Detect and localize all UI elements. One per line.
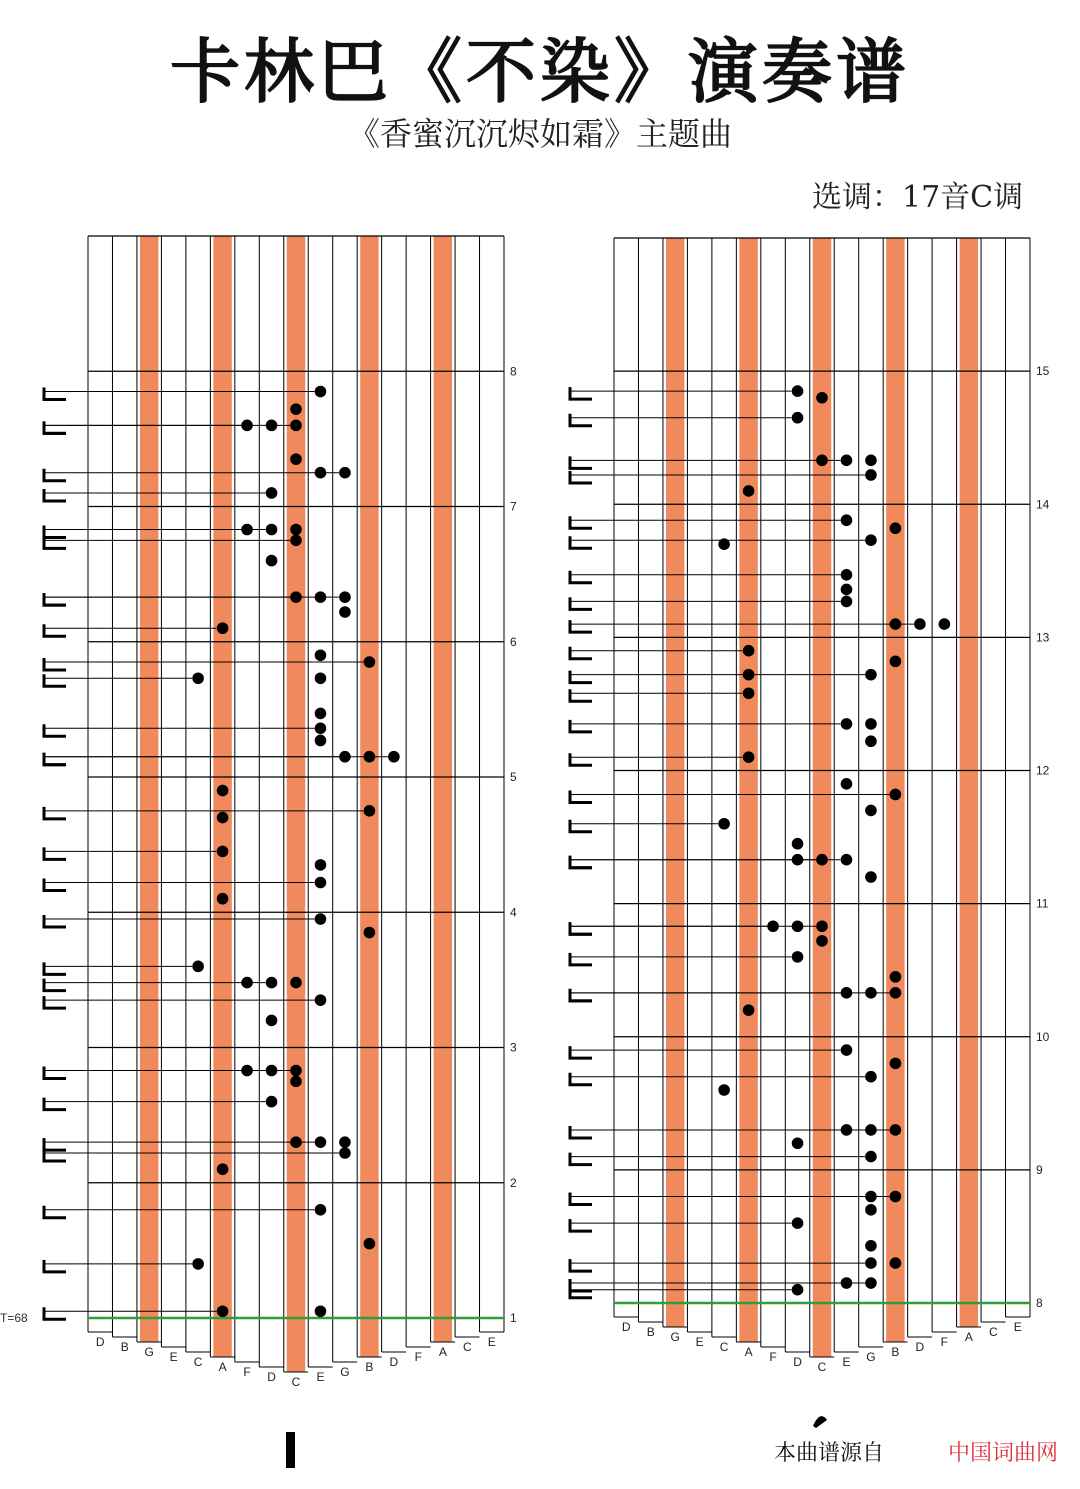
rhythm-flag: [44, 979, 66, 991]
note-dot: [364, 656, 376, 668]
rhythm-flag: [570, 1126, 592, 1138]
note-dot: [315, 735, 327, 747]
rhythm-flag: [570, 856, 592, 868]
note-dot: [890, 971, 902, 983]
measure-number: 6: [510, 634, 517, 649]
rhythm-flag: [570, 620, 592, 632]
note-dot: [792, 1137, 804, 1149]
note-dot: [266, 1015, 278, 1027]
rhythm-flag: [44, 624, 66, 636]
highlight-tine-G: [140, 236, 158, 1342]
rhythm-flag: [44, 593, 66, 605]
key-label: B: [120, 1340, 129, 1354]
note-dot: [865, 1151, 877, 1163]
key-signature: 选调：17音C调: [812, 180, 1024, 215]
note-dot: [865, 1191, 877, 1203]
note-dot: [743, 645, 755, 657]
rhythm-flag: [44, 469, 66, 481]
measure-number: 12: [1036, 763, 1050, 778]
rhythm-flag: [570, 516, 592, 528]
note-dot: [914, 618, 926, 630]
note-dot: [290, 403, 302, 415]
measure-number: 9: [1036, 1162, 1043, 1177]
key-label: A: [744, 1345, 753, 1359]
note-dot: [192, 1258, 204, 1270]
highlight-tine-A: [434, 236, 452, 1342]
note-dot: [890, 1058, 902, 1070]
rhythm-flag: [570, 471, 592, 483]
note-dot: [865, 1071, 877, 1083]
key-label: C: [817, 1360, 827, 1374]
note-dot: [865, 469, 877, 481]
rhythm-flag: [570, 689, 592, 701]
key-label: E: [695, 1335, 704, 1349]
measure-number: 13: [1036, 630, 1050, 645]
note-dot: [718, 1084, 730, 1096]
measure-number: 8: [510, 364, 517, 379]
key-label: E: [1013, 1320, 1022, 1334]
rhythm-flag: [44, 489, 66, 501]
rhythm-flag: [570, 1193, 592, 1205]
note-dot: [266, 977, 278, 989]
note-dot: [388, 751, 400, 763]
rhythm-flag: [570, 571, 592, 583]
note-dot: [315, 913, 327, 925]
note-dot: [865, 669, 877, 681]
highlight-tine-A: [213, 236, 231, 1357]
rhythm-flag: [44, 1066, 66, 1078]
rhythm-flag: [570, 720, 592, 732]
key-label: D: [915, 1340, 925, 1354]
note-dot: [315, 877, 327, 889]
note-dot: [217, 893, 229, 905]
note-dot: [339, 467, 351, 479]
rhythm-flag: [44, 388, 66, 400]
measure-number: 4: [510, 905, 517, 920]
source-label: 本曲谱源自: [774, 1441, 885, 1466]
key-label: A: [964, 1330, 973, 1344]
note-dot: [339, 606, 351, 618]
note-dot: [865, 871, 877, 883]
rhythm-flag: [570, 387, 592, 399]
note-dot: [315, 723, 327, 735]
note-dot: [364, 1238, 376, 1250]
highlight-tine-A: [960, 238, 978, 1327]
note-dot: [939, 618, 951, 630]
note-dot: [315, 1204, 327, 1216]
key-label: D: [621, 1320, 631, 1334]
key-label: B: [365, 1360, 374, 1374]
measure-number: 2: [510, 1175, 517, 1190]
note-dot: [217, 846, 229, 858]
rhythm-flag: [44, 878, 66, 890]
rhythm-flag: [44, 847, 66, 859]
note-dot: [743, 1004, 755, 1016]
key-label: G: [340, 1365, 350, 1379]
rhythm-flag: [44, 1260, 66, 1272]
note-dot: [315, 859, 327, 871]
note-dot: [266, 524, 278, 536]
note-dot: [315, 1305, 327, 1317]
rhythm-flag: [570, 1153, 592, 1165]
note-dot: [890, 987, 902, 999]
note-dot: [217, 622, 229, 634]
rhythm-flag: [570, 597, 592, 609]
note-dot: [792, 951, 804, 963]
note-dot: [890, 522, 902, 534]
rhythm-flag: [44, 1066, 66, 1078]
key-label: A: [438, 1345, 447, 1359]
note-dot: [290, 420, 302, 432]
measure-number: 3: [510, 1040, 517, 1055]
note-dot: [217, 1305, 229, 1317]
note-dot: [339, 1136, 351, 1148]
rhythm-flag: [44, 593, 66, 605]
rhythm-flag: [44, 962, 66, 974]
note-dot: [841, 569, 853, 581]
rhythm-flag: [570, 1126, 592, 1138]
note-dot: [816, 392, 828, 404]
key-label: D: [267, 1370, 276, 1384]
page-subtitle: 《香蜜沉沉烬如霜》主题曲: [347, 115, 732, 153]
page-marker: [286, 1432, 295, 1468]
note-dot: [192, 961, 204, 973]
measure-number: 8: [1036, 1296, 1043, 1310]
note-dot: [816, 935, 828, 947]
note-dot: [841, 718, 853, 730]
key-label: D: [95, 1335, 105, 1349]
rhythm-flag: [570, 414, 592, 426]
rhythm-flag: [570, 1046, 592, 1058]
note-dot: [816, 920, 828, 932]
measure-number: 7: [510, 499, 517, 514]
note-dot: [792, 1284, 804, 1296]
highlight-tine-C: [813, 238, 831, 1357]
note-dot: [315, 672, 327, 684]
highlight-tine-A: [739, 238, 757, 1342]
key-label: F: [414, 1350, 423, 1364]
key-label: D: [389, 1355, 399, 1369]
note-dot: [865, 534, 877, 546]
note-dot: [841, 854, 853, 866]
rhythm-flag: [44, 658, 66, 670]
rhythm-flag: [44, 674, 66, 686]
note-dot: [865, 1257, 877, 1269]
key-label: C: [291, 1375, 301, 1389]
rhythm-flag: [570, 753, 592, 765]
note-dot: [792, 1217, 804, 1229]
rhythm-flag: [570, 922, 592, 934]
measure-number: 10: [1036, 1029, 1050, 1044]
note-dot: [841, 778, 853, 790]
note-dot: [315, 1136, 327, 1148]
measure-number: 1: [510, 1311, 517, 1325]
rhythm-flag: [44, 915, 66, 927]
rhythm-flag: [570, 456, 592, 468]
page-number-icon: [810, 1412, 830, 1430]
rhythm-flag: [570, 953, 592, 965]
rhythm-flag: [570, 671, 592, 683]
rhythm-flag: [44, 421, 66, 433]
measure-number: 5: [510, 770, 517, 784]
key-label: G: [866, 1350, 876, 1364]
rhythm-flag: [44, 1307, 66, 1319]
note-dot: [792, 412, 804, 424]
note-dot: [865, 455, 877, 467]
note-dot: [841, 455, 853, 467]
rhythm-flag: [570, 647, 592, 659]
note-dot: [266, 1096, 278, 1108]
rhythm-flag: [44, 724, 66, 736]
rhythm-flag: [44, 753, 66, 765]
measure-number: 11: [1036, 896, 1049, 911]
measure-number: 14: [1036, 497, 1050, 512]
note-dot: [841, 584, 853, 596]
rhythm-flag: [44, 1206, 66, 1218]
note-dot: [890, 1191, 902, 1203]
rhythm-flag: [570, 989, 592, 1001]
rhythm-flag: [570, 989, 592, 1001]
note-dot: [266, 555, 278, 567]
tempo-label: T=68: [0, 1311, 28, 1325]
note-dot: [192, 672, 204, 684]
rhythm-flag: [570, 536, 592, 548]
note-dot: [743, 751, 755, 763]
rhythm-flag: [570, 1073, 592, 1085]
note-dot: [841, 514, 853, 526]
key-label: A: [218, 1360, 227, 1374]
key-label: G: [670, 1330, 680, 1344]
note-dot: [865, 1277, 877, 1289]
rhythm-flag: [44, 525, 66, 537]
note-dot: [718, 818, 730, 830]
note-dot: [890, 1257, 902, 1269]
rhythm-flag: [44, 996, 66, 1008]
key-label: E: [842, 1355, 851, 1369]
rhythm-flag: [570, 1259, 592, 1271]
rhythm-flag: [570, 820, 592, 832]
note-dot: [217, 812, 229, 824]
note-dot: [315, 994, 327, 1006]
note-dot: [865, 805, 877, 817]
key-label: G: [144, 1345, 154, 1359]
note-dot: [364, 805, 376, 817]
note-dot: [743, 485, 755, 497]
note-dot: [816, 854, 828, 866]
note-dot: [217, 785, 229, 797]
note-dot: [290, 977, 302, 989]
rhythm-flag: [44, 807, 66, 819]
note-dot: [743, 687, 755, 699]
note-dot: [290, 535, 302, 547]
note-dot: [792, 385, 804, 397]
note-dot: [890, 656, 902, 668]
rhythm-flag: [570, 856, 592, 868]
key-label: F: [243, 1365, 251, 1379]
key-label: E: [169, 1350, 178, 1364]
note-dot: [865, 1240, 877, 1252]
rhythm-flag: [570, 922, 592, 934]
key-label: D: [793, 1355, 802, 1369]
highlight-tine-G: [666, 238, 684, 1327]
note-dot: [290, 1065, 302, 1077]
rhythm-flag: [570, 790, 592, 802]
note-dot: [217, 1163, 229, 1175]
note-dot: [315, 649, 327, 661]
key-label: C: [193, 1355, 203, 1369]
rhythm-flag: [570, 1219, 592, 1231]
source-site-link[interactable]: 中国词曲网: [948, 1441, 1059, 1466]
note-dot: [890, 1124, 902, 1136]
measure-number: 15: [1036, 364, 1050, 379]
note-dot: [266, 487, 278, 499]
key-label: E: [316, 1370, 325, 1384]
rhythm-flag: [44, 1138, 66, 1150]
note-dot: [865, 1204, 877, 1216]
note-dot: [290, 524, 302, 536]
note-dot: [290, 1076, 302, 1088]
note-dot: [364, 927, 376, 939]
key-label: F: [769, 1350, 777, 1364]
note-dot: [339, 591, 351, 603]
note-dot: [865, 718, 877, 730]
rhythm-flag: [44, 421, 66, 433]
note-dot: [339, 1147, 351, 1159]
key-label: C: [988, 1325, 998, 1339]
key-label: B: [891, 1345, 900, 1359]
page-title: 卡林巴《不染》演奏谱: [170, 31, 910, 113]
note-dot: [841, 596, 853, 608]
rhythm-flag: [44, 753, 66, 765]
note-dot: [315, 386, 327, 398]
key-label: C: [462, 1340, 472, 1354]
note-dot: [890, 789, 902, 801]
key-label: C: [719, 1340, 729, 1354]
key-label: F: [940, 1335, 949, 1349]
note-dot: [315, 708, 327, 720]
note-dot: [290, 453, 302, 465]
note-dot: [792, 838, 804, 850]
rhythm-flag: [44, 1098, 66, 1110]
note-dot: [841, 1044, 853, 1056]
highlight-tine-B: [360, 236, 378, 1357]
key-label: B: [646, 1325, 655, 1339]
key-label: E: [487, 1335, 496, 1349]
note-dot: [865, 735, 877, 747]
